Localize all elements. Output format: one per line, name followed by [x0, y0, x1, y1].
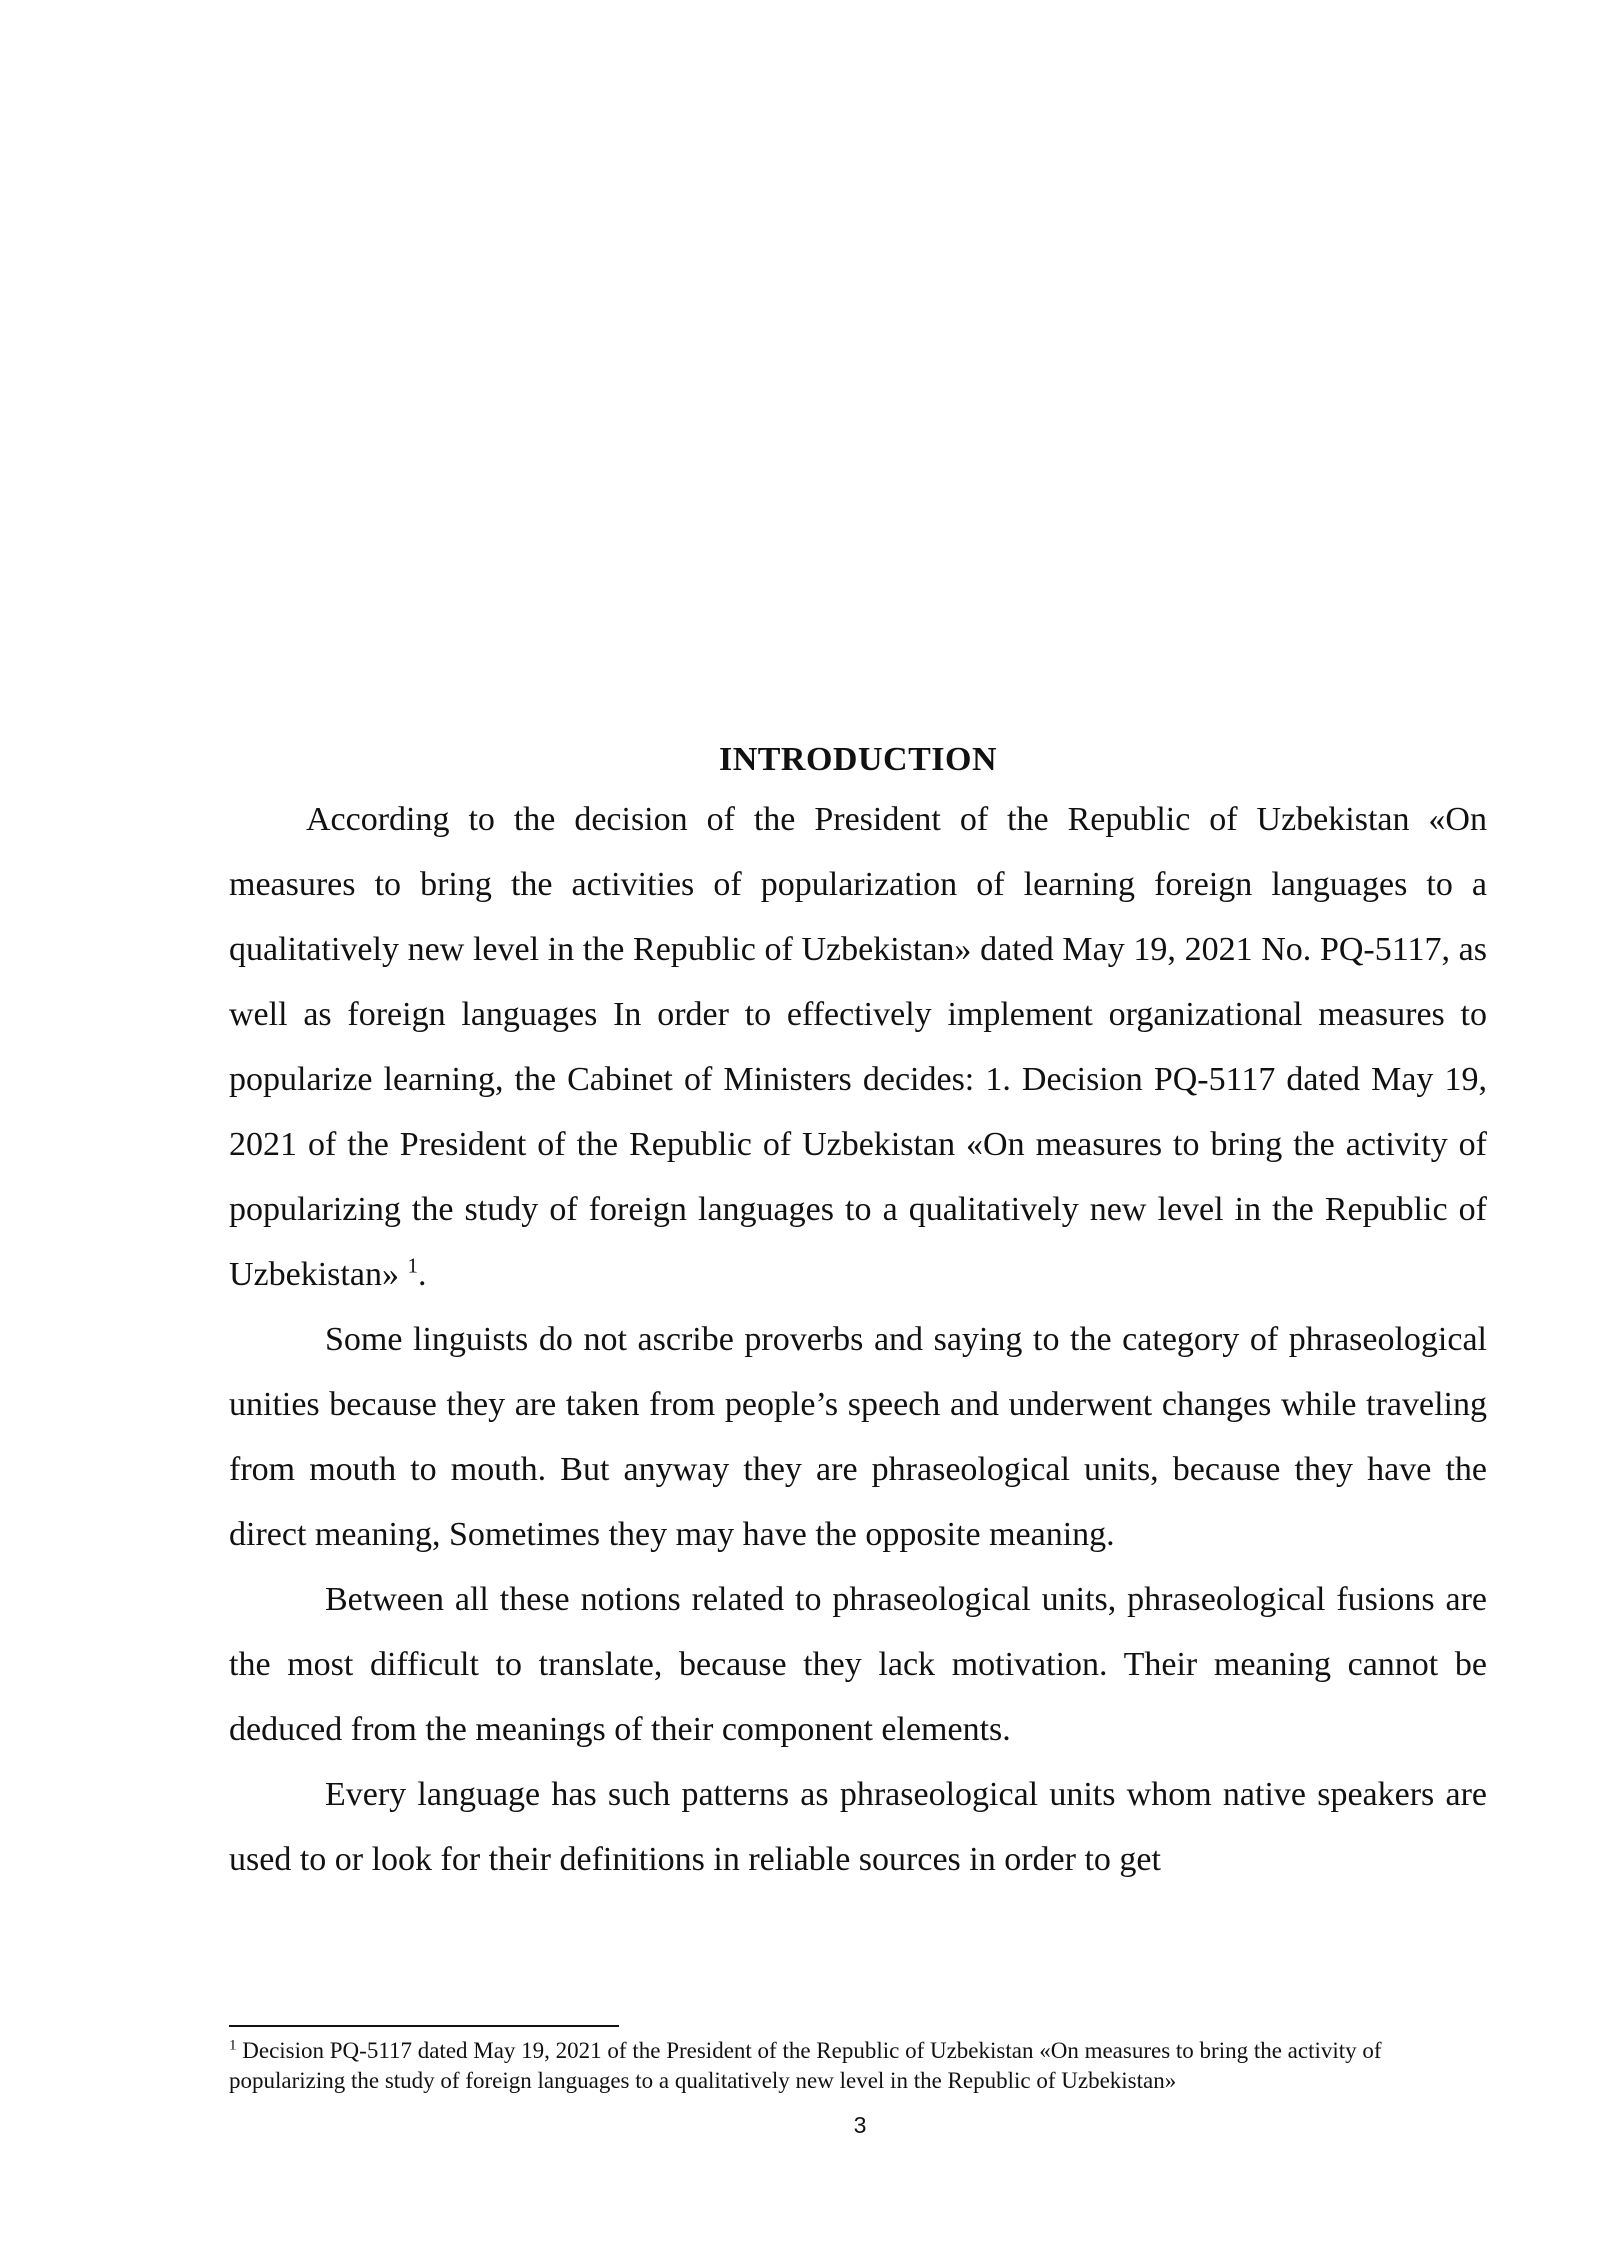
paragraph-terminal-punctuation: . [417, 1256, 427, 1293]
page-number: 3 [853, 2112, 867, 2138]
section-heading: INTRODUCTION [718, 741, 998, 778]
paragraph-text: According to the decision of the President of the Republic of Uzbekistan «On measures to bring the activities of popularization of learning foreign languages to a qualitatively new level in the Republic of Uzbekistan» dated May 19, 2021 No. PQ-5117, as well as foreign languages In order to effectively implement organizational measures to popularize learning, the Cabinet of Ministers decides: 1. Decision PQ-5117 dated May 19, 2021 of the President of the Republic of Uzbekistan «On measures to bring the activity of popularizing the study of foreign languages to a qualitatively new level in the Republic of Uzbekistan» [229, 801, 1487, 1293]
body-paragraph: Every language has such patterns as phraseological units whom native speakers are used to or look for their definitions in reliable sources in order to get [229, 1776, 1487, 1878]
footnote-text: Decision PQ-5117 dated May 19, 2021 of the President of the Republic of Uzbekistan «On measures to bring the activity of popularizing the study of foreign languages to a qualitatively new level in the Republic of Uzbekistan» [229, 2038, 1382, 2093]
body-paragraph [229, 787, 1487, 1307]
body-paragraph: Some linguists do not ascribe proverbs and saying to the category of phraseological unities because they are taken from people’s speech and underwent changes while traveling from mouth to mouth. But anyway they are phraseological units, because they have the direct meaning, Sometimes they may have the opposite meaning. [229, 1321, 1487, 1553]
footnote-reference[interactable]: 1 [407, 1253, 418, 1278]
body-paragraph: Between all these notions related to phraseological units, phraseological fusions are the most difficult to translate, because they lack motivation. Their meaning cannot be deduced from the meanings of their component elements. [229, 1581, 1487, 1748]
footnote-mark: 1 [229, 2037, 237, 2054]
page-body [229, 733, 1487, 1892]
footnote-separator [229, 2025, 619, 2027]
footnote [229, 2036, 1489, 2096]
